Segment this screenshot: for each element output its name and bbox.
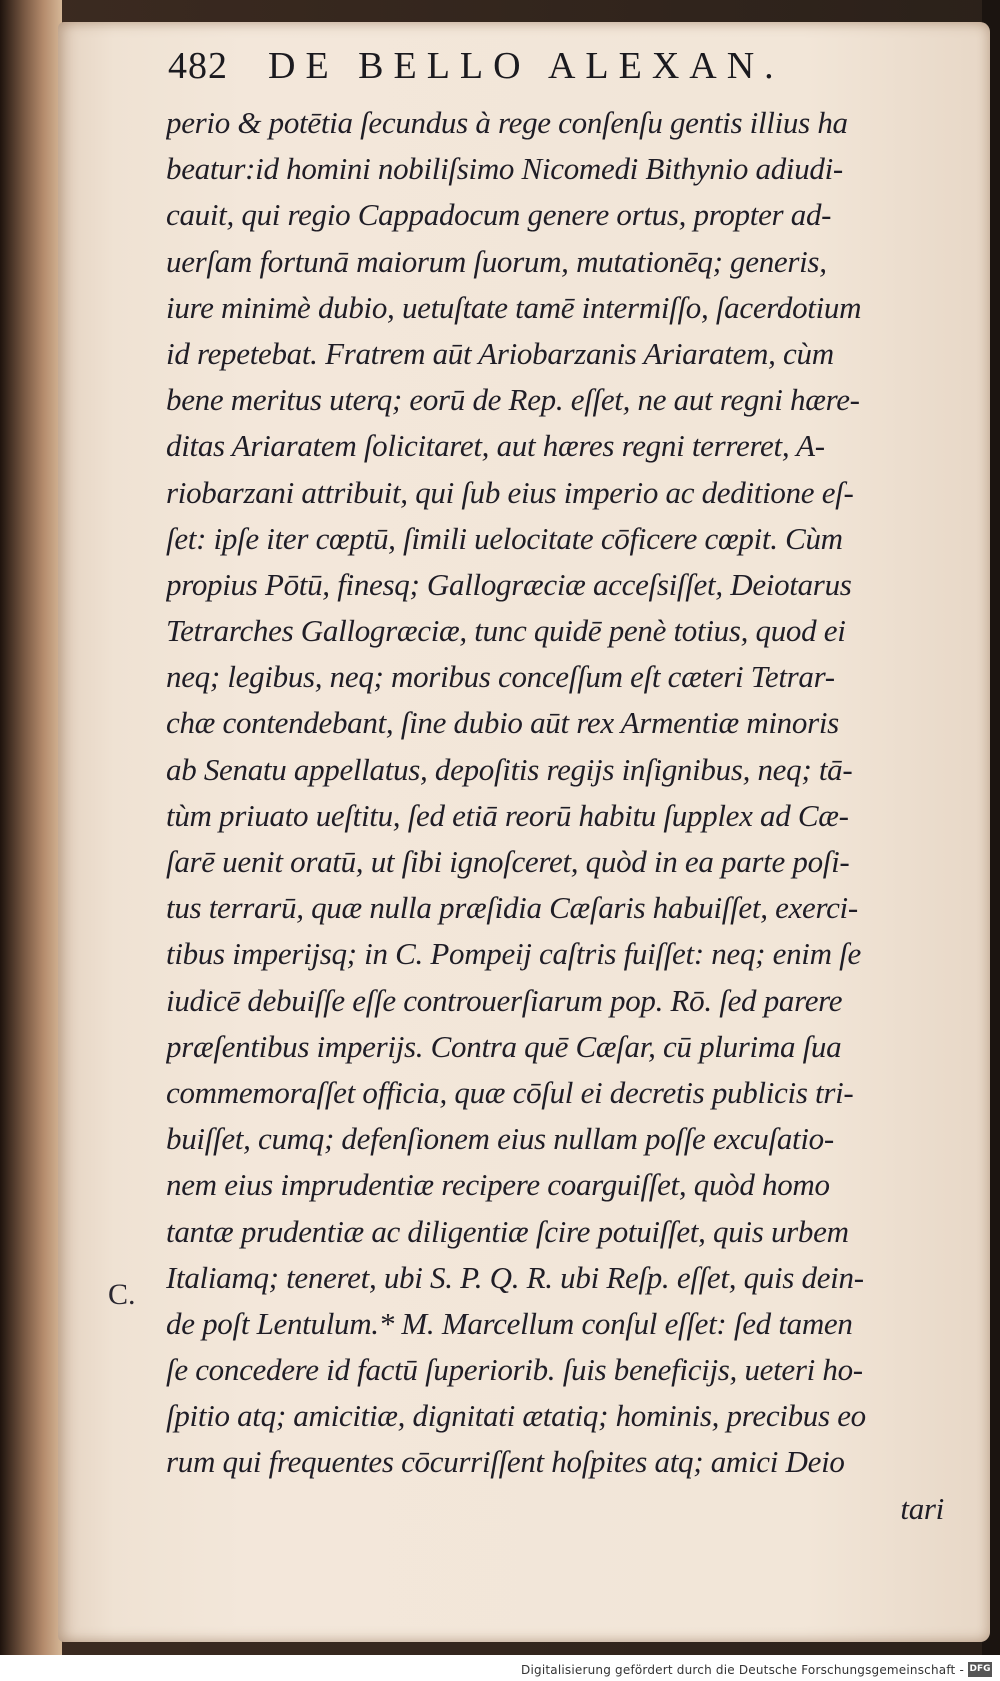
text-line: Tetrarches Gallogræciæ, tunc quidē penè totius, quod ei bbox=[166, 613, 846, 649]
text-line: ſet: ipſe iter cœptū, ſimili uelocitate cōficere cœpit. Cùm bbox=[166, 520, 843, 556]
dfg-logo: DFG bbox=[968, 1662, 992, 1677]
running-head: DE BELLO ALEXAN. bbox=[268, 45, 784, 87]
text-line: bene meritus uterq; eorū de Rep. eſſet, ne aut regni hære- bbox=[166, 382, 860, 418]
body-text bbox=[166, 100, 956, 1532]
text-line: rum qui frequentes cōcurriſſent hoſpites atq; amici Deio bbox=[166, 1444, 845, 1480]
text-line: Italiamq; teneret, ubi S. P. Q. R. ubi Reſp. eſſet, quis dein- bbox=[166, 1259, 864, 1295]
text-line: cauit, qui regio Cappadocum genere ortus, propter ad- bbox=[166, 197, 832, 233]
text-line: neq; legibus, neq; moribus conceſſum eſt cæteri Tetrar- bbox=[166, 659, 835, 695]
text-line: præſentibus imperijs. Contra quē Cæſar, cū plurima ſua bbox=[166, 1028, 842, 1064]
page-number: 482 bbox=[168, 45, 228, 87]
text-line: iudicē debuiſſe eſſe controuerſiarum pop. Rō. ſed parere bbox=[166, 982, 843, 1018]
text-line: ditas Ariaratem ſolicitaret, aut hæres regni terreret, A- bbox=[166, 428, 825, 464]
text-line: iure minimè dubio, uetuſtate tamē intermiſſo, ſacerdotium bbox=[166, 289, 862, 325]
text-line: chæ contendebant, ſine dubio aūt rex Armentiæ minoris bbox=[166, 705, 839, 741]
text-line: perio & potētia ſecundus à rege conſenſu gentis illius ha bbox=[166, 105, 848, 140]
digitization-credit: Digitalisierung gefördert durch die Deutsche Forschungsgemeinschaft - bbox=[521, 1663, 964, 1677]
catchword: tari bbox=[900, 1490, 944, 1526]
text-line: propius Pōtū, finesq; Gallogræciæ acceſsiſſet, Deiotarus bbox=[166, 566, 852, 602]
text-line: ab Senatu appellatus, depoſitis regijs inſignibus, neq; tā- bbox=[166, 751, 853, 787]
text-line: nem eius imprudentiæ recipere coarguiſſet, quòd homo bbox=[166, 1167, 830, 1203]
text-line: ſpitio atq; amicitiæ, dignitati ætatiq; hominis, precibus eo bbox=[166, 1398, 866, 1434]
text-line: id repetebat. Fratrem aūt Ariobarzanis Ariaratem, cùm bbox=[166, 335, 834, 371]
margin-note: C. bbox=[108, 1278, 136, 1311]
text-line: buiſſet, cumq; defenſionem eius nullam poſſe excuſatio- bbox=[166, 1121, 834, 1157]
text-line: tus terrarū, quæ nulla præſidia Cæſaris habuiſſet, exerci- bbox=[166, 890, 858, 926]
text-line: commemoraſſet officia, quæ cōſul ei decretis publicis tri- bbox=[166, 1074, 854, 1110]
text-line: tùm priuato ueſtitu, ſed etiā reorū habitu ſupplex ad Cæ- bbox=[166, 797, 849, 833]
text-line: tantæ prudentiæ ac diligentiæ ſcire potuiſſet, quis urbem bbox=[166, 1213, 849, 1249]
text-line: riobarzani attribuit, qui ſub eius imperio ac deditione eſ- bbox=[166, 474, 854, 510]
text-line: uerſam fortunā maiorum ſuorum, mutationēq; generis, bbox=[166, 243, 827, 279]
page-header bbox=[168, 44, 848, 92]
text-line: ſe concedere id factū ſuperiorib. ſuis beneficijs, ueteri ho- bbox=[166, 1352, 863, 1388]
book-spine bbox=[0, 0, 62, 1655]
text-line: tibus imperijsq; in C. Pompeij caſtris fuiſſet: neq; enim ſe bbox=[166, 936, 861, 972]
text-line: de poſt Lentulum.* M. Marcellum conſul eſſet: ſed tamen bbox=[166, 1305, 853, 1341]
text-line: ſarē uenit oratū, ut ſibi ignoſceret, quòd in ea parte poſi- bbox=[166, 844, 850, 879]
text-line: beatur:id homini nobiliſsimo Nicomedi Bithynio adiudi- bbox=[166, 151, 843, 187]
